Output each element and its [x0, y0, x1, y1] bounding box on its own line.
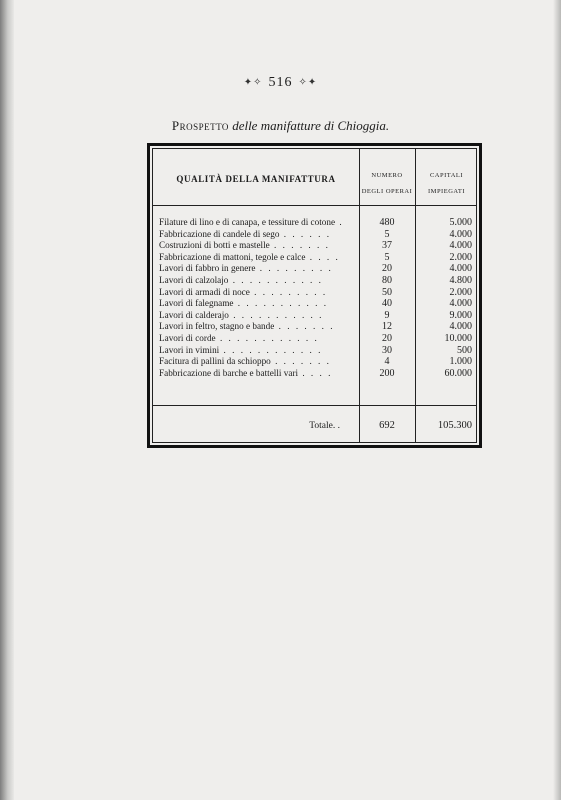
table-row [153, 263, 476, 275]
row-name: Filature di lino e di canapa, e tessiture di cotone . [159, 217, 344, 227]
row-workers: 37 [382, 240, 392, 252]
header-capital-line1: CAPITALI [429, 172, 464, 179]
row-capital: 2.000 [449, 251, 472, 263]
header-divider [153, 205, 476, 206]
row-workers: 30 [382, 344, 392, 356]
row-workers: 5 [384, 251, 390, 263]
header-quality: QUALITÀ DELLA MANIFATTURA [176, 174, 336, 184]
row-workers: 480 [379, 217, 395, 228]
row-name: Lavori di armadi di noce . . . . . . . . . [159, 286, 328, 297]
row-name: Lavori in feltro, stagno e bande . . . . . . . [159, 321, 335, 332]
row-workers: 4 [384, 356, 390, 368]
row-capital: 10.000 [444, 332, 472, 344]
row-capital: 500 [457, 344, 472, 356]
page-number: 516 [268, 75, 293, 90]
row-workers: 200 [379, 367, 395, 379]
table-row [153, 321, 476, 333]
manufactures-table [147, 143, 482, 448]
row-name: Lavori di falegname . . . . . . . . . . . [159, 298, 329, 309]
row-name: Lavori di calderajo . . . . . . . . . . . [159, 309, 324, 320]
row-workers: 9 [384, 309, 390, 321]
header-workers [359, 168, 415, 200]
table-row [153, 368, 476, 380]
ornament-right-icon: ✧✦ [298, 77, 318, 89]
row-name: Lavori di fabbro in genere . . . . . . . . . [159, 263, 333, 274]
row-workers: 80 [382, 274, 392, 286]
header-workers-line2: DEGLI OPERAI [361, 188, 413, 195]
row-capital: 4.000 [449, 298, 472, 310]
row-capital: 4.000 [449, 228, 472, 240]
table-row [153, 298, 476, 310]
row-name: Fabbricazione di barche e battelli vari . . . . [159, 367, 333, 378]
row-capital: 4.000 [449, 240, 472, 252]
table-row [153, 356, 476, 368]
table-row [153, 287, 476, 299]
row-capital: 5.000 [449, 217, 472, 228]
row-name: Lavori in vimini . . . . . . . . . . . . [159, 344, 323, 355]
row-capital: 4.000 [449, 321, 472, 333]
row-name: Fabbricazione di mattoni, tegole e calce . . . . [159, 251, 340, 262]
ornament-left-icon: ✦✧ [243, 77, 263, 89]
row-name: Lavori di calzolajo . . . . . . . . . . . [159, 274, 323, 285]
total-capital: 105.300 [437, 420, 472, 431]
row-capital: 60.000 [444, 367, 472, 379]
row-name: Lavori di corde . . . . . . . . . . . . [159, 332, 319, 343]
table-row [153, 217, 476, 229]
row-name: Fabbricazione di candele di sego . . . . . . [159, 228, 331, 239]
header-workers-line1: NUMERO [371, 172, 403, 179]
table-row [153, 240, 476, 252]
table-row [153, 275, 476, 287]
table-row [153, 310, 476, 322]
header-capital-line2: IMPIEGATI [428, 188, 465, 195]
row-capital: 4.000 [449, 263, 472, 275]
row-workers: 12 [382, 321, 392, 333]
table-row [153, 345, 476, 357]
row-capital: 9.000 [449, 309, 472, 321]
row-capital: 4.800 [449, 274, 472, 286]
table-row [153, 252, 476, 264]
row-capital: 1.000 [449, 356, 472, 368]
table-body [153, 217, 476, 379]
table-inner [152, 148, 477, 443]
row-workers: 5 [384, 228, 390, 240]
total-divider [153, 405, 476, 406]
row-workers: 20 [382, 263, 392, 275]
row-name: Costruzioni di botti e mastelle . . . . . . . [159, 240, 330, 251]
table-title [0, 118, 561, 134]
title-italic: delle manifatture di Chioggia. [232, 118, 390, 133]
page-header [0, 75, 561, 91]
table-row [153, 333, 476, 345]
row-workers: 20 [382, 332, 392, 344]
header-capital [415, 168, 478, 200]
row-capital: 2.000 [449, 286, 472, 298]
total-label: Totale. . [309, 421, 340, 431]
title-prefix: Prospetto [171, 118, 229, 133]
row-workers: 40 [382, 298, 392, 310]
table-row [153, 229, 476, 241]
row-name: Facitura di pallini da schioppo . . . . . . . [159, 356, 331, 367]
total-workers: 692 [379, 420, 395, 431]
total-row [153, 419, 476, 433]
row-workers: 50 [382, 286, 392, 298]
